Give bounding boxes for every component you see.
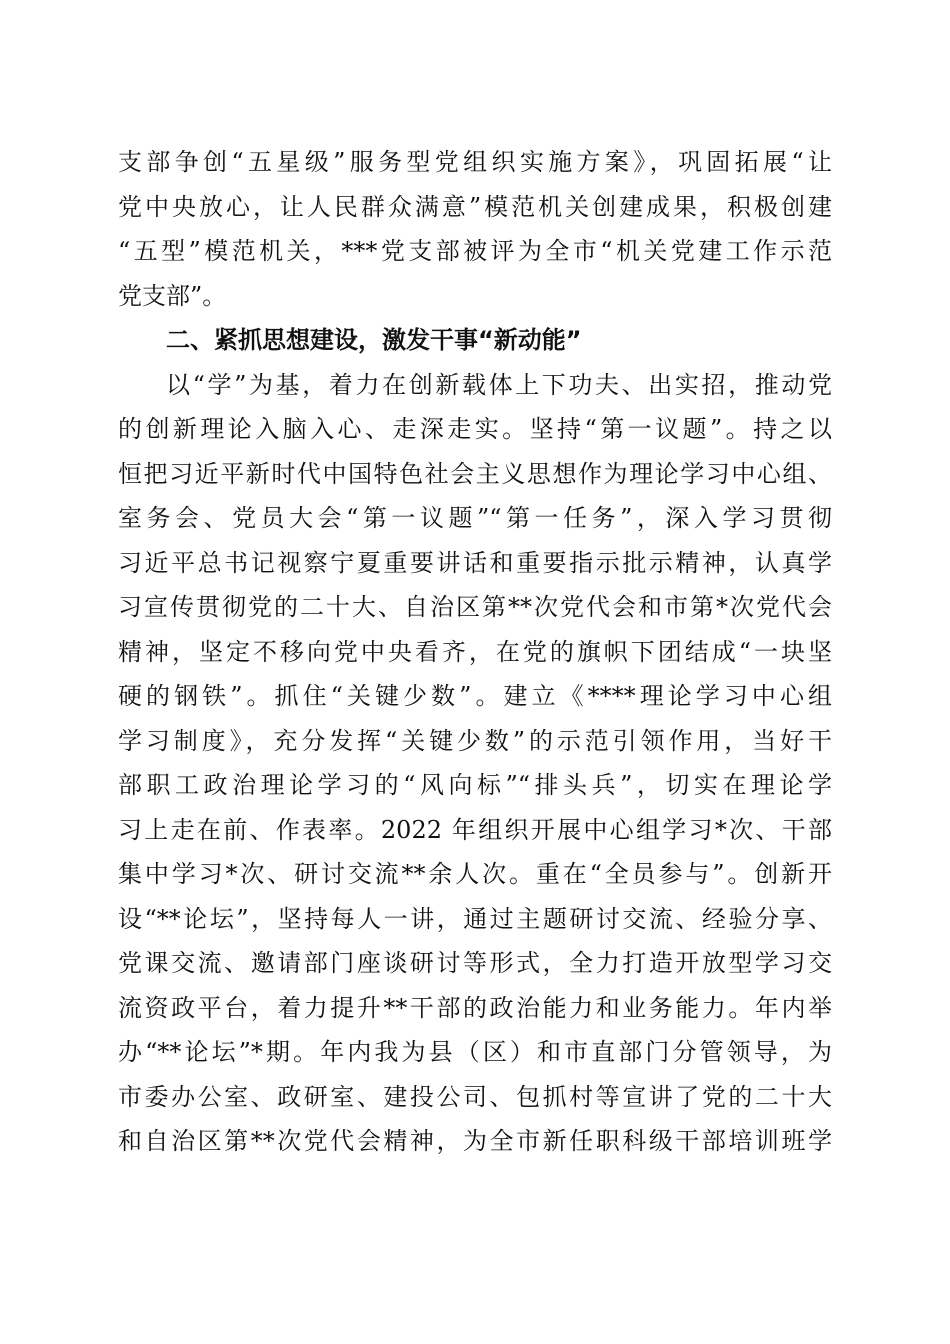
paragraph-line: 党课交流、邀请部门座谈研讨等形式，全力打造开放型学习交 xyxy=(118,949,832,977)
paragraph-line: 办“**论坛”*期。年内我为县（区）和市直部门分管领导，为 xyxy=(118,1038,832,1066)
paragraph-line: 精神，坚定不移向党中央看齐，在党的旗帜下团结成“一块坚 xyxy=(118,637,832,666)
paragraph-line: 学习制度》，充分发挥“关键少数”的示范引领作用，当好干 xyxy=(118,726,832,755)
section-heading: 二、紧抓思想建设，激发干事“新动能” xyxy=(166,326,582,354)
paragraph-line: 室务会、党员大会“第一议题”“第一任务”，深入学习贯彻 xyxy=(118,504,832,532)
paragraph-line: 习上走在前、作表率。2022 年组织开展中心组学习*次、干部 xyxy=(118,815,832,844)
paragraph-line: “五型”模范机关，***党支部被评为全市“机关党建工作示范 xyxy=(118,237,832,265)
paragraph-line: 习近平总书记视察宁夏重要讲话和重要指示批示精神，认真学 xyxy=(118,548,832,577)
paragraph-line: 党支部”。 xyxy=(118,281,227,310)
paragraph-line: 和自治区第**次党代会精神，为全市新任职科级干部培训班学 xyxy=(118,1127,832,1155)
paragraph-line: 集中学习*次、研讨交流**余人次。重在“全员参与”。创新开 xyxy=(118,860,832,888)
paragraph-line: 习宣传贯彻党的二十大、自治区第**次党代会和市第*次党代会 xyxy=(118,593,832,621)
paragraph-line: 的创新理论入脑入心、走深走实。坚持“第一议题”。持之以 xyxy=(118,415,832,443)
paragraph-line: 流资政平台，着力提升**干部的政治能力和业务能力。年内举 xyxy=(118,993,832,1022)
paragraph-line: 以“学”为基，着力在创新载体上下功夫、出实招，推动党 xyxy=(166,370,832,399)
paragraph-line: 党中央放心，让人民群众满意”模范机关创建成果，积极创建 xyxy=(118,192,832,221)
paragraph-line: 恒把习近平新时代中国特色社会主义思想作为理论学习中心组、 xyxy=(118,459,832,488)
paragraph-line: 部职工政治理论学习的“风向标”“排头兵”，切实在理论学 xyxy=(118,771,832,799)
paragraph-line: 支部争创“五星级”服务型党组织实施方案》，巩固拓展“让 xyxy=(118,148,832,176)
paragraph-line: 设“**论坛”，坚持每人一讲，通过主题研讨交流、经验分享、 xyxy=(118,904,832,933)
document-body xyxy=(118,140,832,1164)
paragraph-line: 市委办公室、政研室、建投公司、包抓村等宣讲了党的二十大 xyxy=(118,1082,832,1111)
paragraph-line: 硬的钢铁”。抓住“关键少数”。建立《****理论学习中心组 xyxy=(118,682,832,710)
